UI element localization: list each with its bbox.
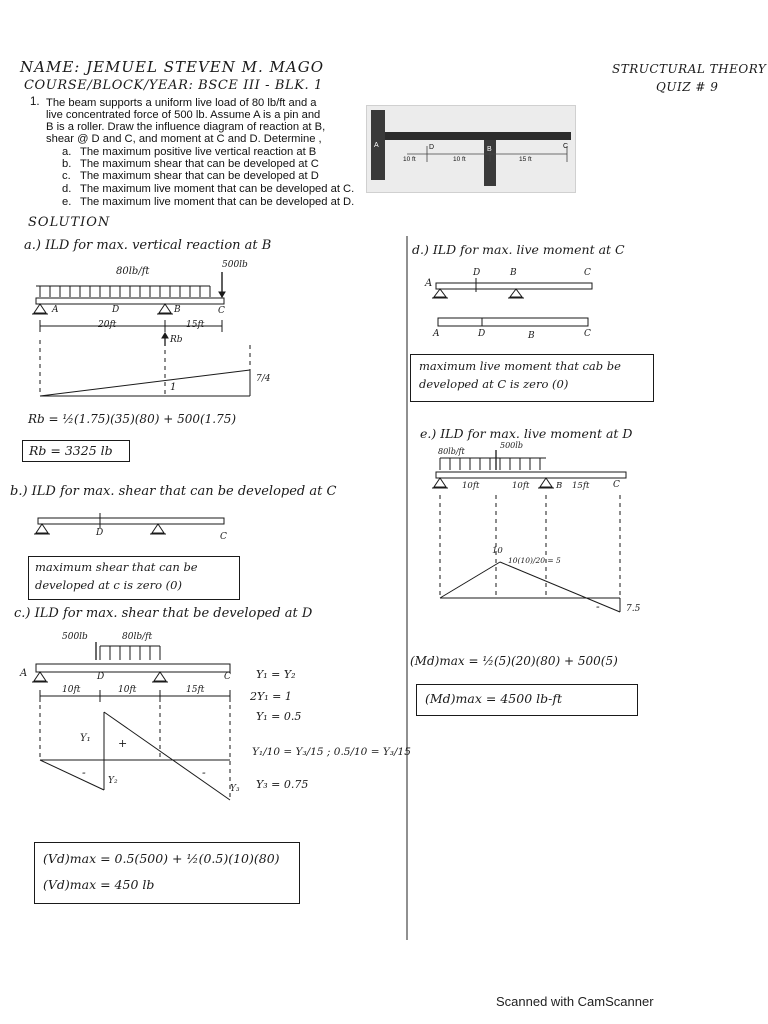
item-c-text: The maximum shear that can be developed at D (80, 170, 319, 182)
problem-line-1: The beam supports a uniform live load of 80 lb/ft and a (46, 97, 317, 109)
c-y1-label: Y₁ (80, 733, 91, 744)
d-label-a: A (425, 278, 433, 289)
c-label-d: D (97, 672, 105, 682)
d-answer-box (410, 354, 654, 402)
solution-heading: SOLUTION (28, 215, 111, 230)
item-d-letter: d. (62, 183, 72, 195)
d-answer-line-1: maximum live moment that cab be (419, 359, 621, 373)
student-name: NAME: JEMUEL STEVEN M. MAGO (20, 58, 325, 76)
b-label-d: D (96, 528, 104, 538)
a-ordinate-end: 7/4 (256, 374, 271, 384)
b-answer-box (28, 556, 240, 600)
c-eq-5: Y₃ = 0.75 (256, 778, 309, 791)
e-end-value: 7.5 (626, 604, 641, 614)
fig-dim-1: 10 ft (403, 156, 416, 163)
problem-number: 1. (30, 96, 40, 108)
item-a-text: The maximum positive live vertical reaction at B (80, 146, 317, 158)
a-label-b: B (174, 305, 181, 315)
item-d-text: The maximum live moment that can be developed at C. (80, 183, 355, 195)
beam-e (432, 450, 626, 612)
item-b-letter: b. (62, 158, 72, 170)
b-label-c: C (220, 532, 227, 542)
a-point-load-label: 500lb (222, 260, 248, 270)
c-eq-3: Y₁ = 0.5 (256, 710, 302, 723)
d-answer-line-2: developed at C is zero (0) (419, 377, 569, 391)
c-dim-3: 15ft (186, 685, 205, 695)
c-dim-2: 10ft (118, 685, 137, 695)
e-udl-label: 80lb/ft (438, 447, 465, 456)
fig-label-c: C (563, 143, 569, 150)
e-dim-1: 10ft (462, 481, 480, 491)
subject-title: STRUCTURAL THEORY (612, 62, 767, 76)
section-c-title: c.) ILD for max. shear that be developed at D (14, 606, 313, 621)
d-label-d-top: D (473, 268, 481, 278)
d-label-c-top: C (584, 268, 591, 278)
c-minus-sign-1: - (82, 766, 86, 779)
e-equation: (Md)max = ½(5)(20)(80) + 500(5) (410, 654, 618, 668)
beam-b (34, 513, 224, 534)
a-answer: Rb = 3325 lb (29, 443, 113, 458)
e-dim-2: 10ft (512, 481, 530, 491)
item-e-text: The maximum live moment that can be developed at D. (80, 196, 355, 208)
c-dim-1: 10ft (62, 685, 81, 695)
e-fraction-value: 10(10)/20 = 5 (508, 556, 561, 565)
e-point-load-label: 500lb (500, 441, 523, 450)
problem-line-2: live concentrated force of 500 lb. Assume A is a pin and (46, 109, 321, 121)
d-label-c-bottom: C (584, 329, 591, 339)
c-y2-label: Y₂ (108, 776, 118, 786)
problem-line-3: B is a roller. Draw the influence diagram of reaction at B, (46, 121, 326, 133)
c-answer-line-2: (Vd)max = 450 lb (43, 877, 155, 892)
beam-a (32, 272, 250, 396)
c-minus-sign-2: - (202, 766, 206, 779)
d-label-b-top: B (510, 268, 517, 278)
problem-line-4: shear @ D and C, and moment at C and D. Determine , (46, 133, 322, 145)
fig-label-d: D (429, 144, 435, 151)
item-a-letter: a. (62, 146, 72, 158)
beam-c (32, 642, 230, 800)
e-peak-value: 10 (492, 546, 503, 556)
e-label-c: C (613, 480, 620, 490)
a-udl-label: 80lb/ft (116, 266, 150, 277)
a-equation: Rb = ½(1.75)(35)(80) + 500(1.75) (28, 412, 237, 426)
a-rb-label: Rb (170, 335, 183, 345)
c-y3-label: Y₃ (230, 784, 240, 794)
c-eq-2: 2Y₁ = 1 (250, 690, 292, 703)
a-answer-box (22, 440, 130, 462)
c-eq-1: Y₁ = Y₂ (256, 668, 296, 681)
c-plus-sign: + (118, 737, 128, 750)
a-span-1: 20ft (98, 320, 117, 330)
e-answer: (Md)max = 4500 lb-ft (425, 691, 562, 706)
b-answer-line-1: maximum shear that can be (35, 560, 198, 574)
fig-dim-2: 10 ft (453, 156, 466, 163)
c-udl-label: 80lb/ft (122, 632, 153, 642)
section-e-title: e.) ILD for max. live moment at D (420, 426, 633, 441)
quiz-number: QUIZ # 9 (656, 80, 719, 94)
section-d-title: d.) ILD for max. live moment at C (412, 242, 625, 257)
a-ordinate-1: 1 (170, 382, 177, 393)
item-b-text: The maximum shear that can be developed at C (80, 158, 319, 170)
beam-d (432, 278, 592, 326)
item-c-letter: c. (62, 170, 71, 182)
fig-label-a: A (374, 142, 379, 149)
d-label-b-bottom: B (528, 331, 535, 341)
a-label-a: A (52, 305, 59, 315)
section-b-title: b.) ILD for max. shear that can be developed at C (10, 484, 337, 499)
e-minus-sign: - (596, 600, 600, 613)
a-label-c: C (218, 306, 225, 316)
c-eq-4: Y₁/10 = Y₃/15 ; 0.5/10 = Y₃/15 (252, 746, 411, 758)
a-label-d: D (112, 305, 120, 315)
fig-label-b: B (487, 146, 492, 153)
e-answer-box (416, 684, 638, 716)
a-span-2: 15ft (186, 320, 205, 330)
c-answer-line-1: (Vd)max = 0.5(500) + ½(0.5)(10)(80) (43, 851, 280, 866)
fig-dim-3: 15 ft (519, 156, 532, 163)
b-answer-line-2: developed at c is zero (0) (35, 578, 182, 592)
course-block-year: COURSE/BLOCK/YEAR: BSCE III - BLK. 1 (24, 78, 323, 93)
scanner-watermark: Scanned with CamScanner (496, 994, 654, 1009)
d-label-a-bottom: A (433, 329, 440, 339)
c-answer-box (34, 842, 300, 904)
e-dim-3: 15ft (572, 481, 590, 491)
item-e-letter: e. (62, 196, 72, 208)
d-label-d-bottom: D (478, 329, 486, 339)
e-label-b: B (556, 481, 563, 491)
c-point-load-label: 500lb (62, 632, 88, 642)
section-a-title: a.) ILD for max. vertical reaction at B (24, 238, 272, 253)
c-label-a: A (20, 668, 28, 679)
c-label-c: C (224, 672, 231, 682)
